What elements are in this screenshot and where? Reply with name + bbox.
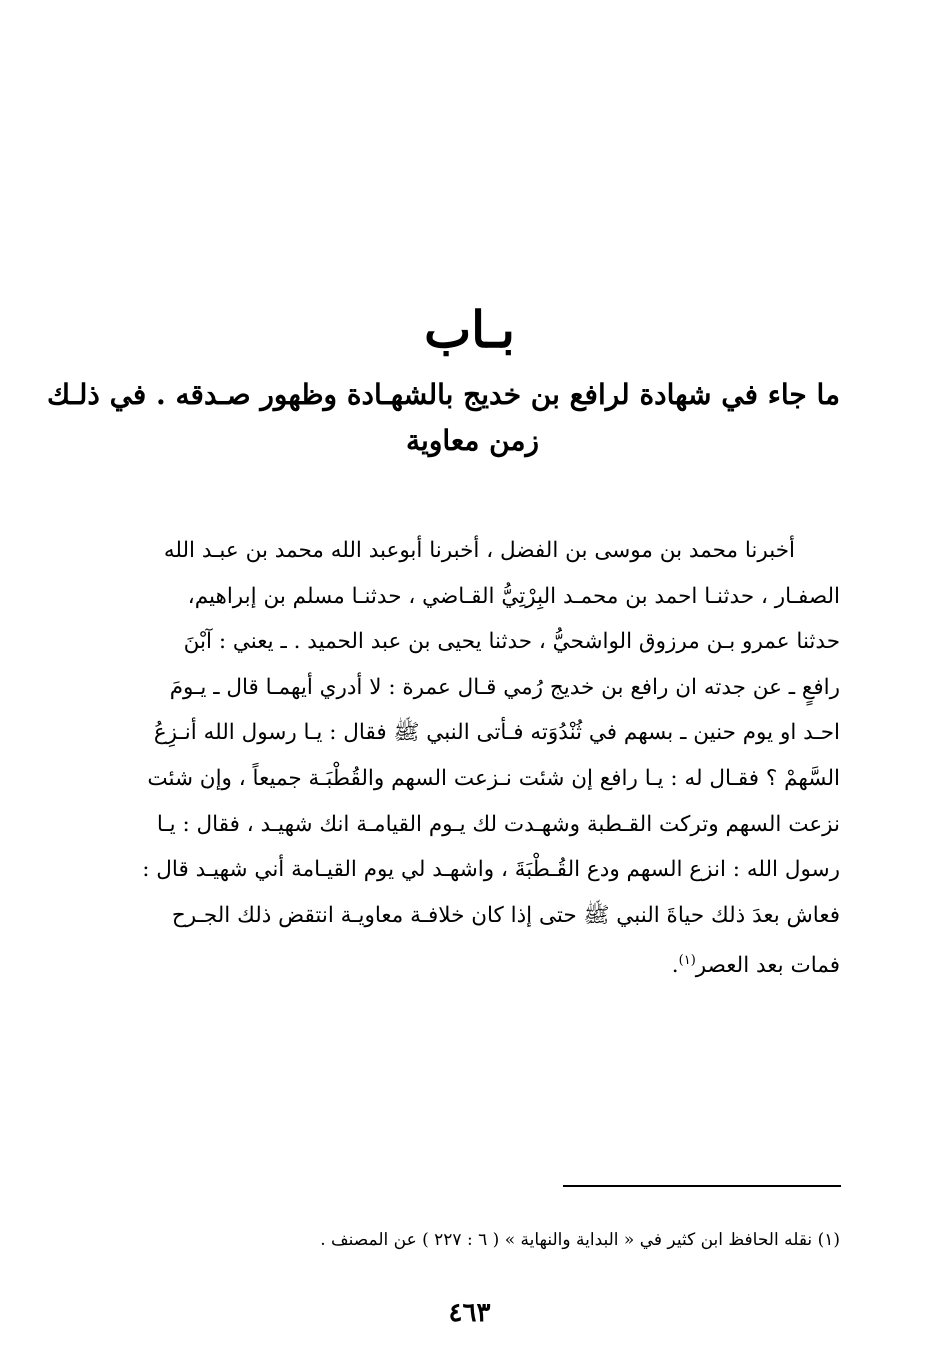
- chapter-title-line: ما جاء في شهادة لرافع بن خديج بالشهـادة وظهور صـدقه . في ذلـك: [47, 378, 840, 411]
- chapter-title-line: زمن معاوية: [406, 424, 539, 457]
- footnote: (١) نقله الحافظ ابن كثير في « البداية والنهاية » ( ٦ : ٢٢٧ ) عن المصنف .: [320, 1230, 840, 1250]
- body-line: فعاش بعدَ ذلك حياةَ النبي ﷺ حتى إذا كان خلافـة معاويـة انتقض ذلك الجـرح: [171, 902, 840, 928]
- body-line: السَّهمْ ؟ فقـال له : يـا رافع إن شئت نـزعت السهم والقُطْبَـة جميعاً ، وإن شئت: [147, 765, 840, 791]
- chapter-label: بـاب: [424, 300, 515, 359]
- body-last-line-text: فمات بعد العصر: [695, 953, 840, 979]
- body-line: أخبرنا محمد بن موسى بن الفضل ، أخبرنا أبوعبد الله محمد بن عبـد الله: [163, 538, 795, 563]
- body-last-line-end: .: [671, 953, 679, 979]
- body-line: رسول الله : انزع السهم ودع القُـطْبَةَ ، واشهـد لي يوم القيـامة أني شهيـد قال :: [142, 857, 840, 883]
- body-paragraph: [108, 528, 840, 989]
- body-last-line: [108, 938, 840, 989]
- body-line: رافعٍ ـ عن جدته ان رافع بن خديج رُمي قـال عمرة : لا أدري أيهمـا قال ـ يـومَ: [169, 674, 840, 700]
- body-line: حدثنا عمرو بـن مرزوق الواشحيُّ ، حدثنا يحيى بن عبد الحميد . ـ يعني : آبْنَ: [183, 629, 840, 655]
- chapter-title: [47, 372, 840, 464]
- body-line: الصفـار ، حدثنـا احمد بن محمـد البِرْتِيُّ القـاضي ، حدثنـا مسلم بن إبراهيم،: [187, 583, 840, 609]
- footnote-divider: [563, 1185, 841, 1187]
- page-number: ٤٦٣: [448, 1298, 491, 1328]
- footnote-reference[interactable]: (١): [678, 953, 696, 969]
- body-line: احـد او يوم حنين ـ بسهم في ثُنْدُوَته فـأتى النبي ﷺ فقال : يـا رسول الله أنـزِعُ: [153, 720, 840, 746]
- body-line: نزعت السهم وتركت القـطبة وشهـدت لك يـوم القيامـة انك شهيـد ، فقال : يـا: [156, 811, 840, 837]
